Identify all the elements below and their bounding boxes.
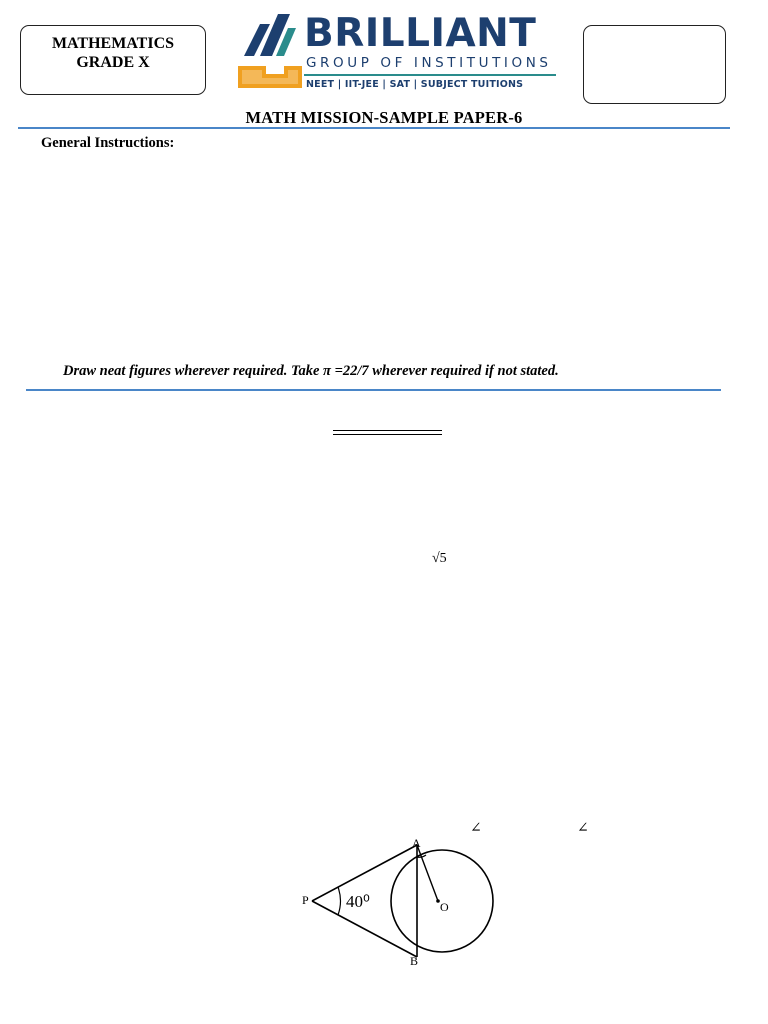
angle-arc-p (338, 887, 341, 915)
label-o: O (440, 900, 449, 914)
top-divider (18, 127, 730, 129)
label-b: B (410, 954, 419, 968)
figures-note: Draw neat figures wherever required. Take π =22/7 wherever required if not stated. (63, 363, 559, 379)
subject-name: MATHEMATICS (51, 35, 175, 52)
angle-symbol-2: ∠ (577, 821, 589, 836)
logo-mark-icon (238, 8, 304, 96)
angle-symbol-1: ∠ (470, 821, 482, 836)
blank-box (583, 25, 726, 104)
section-double-rule (333, 430, 442, 435)
radius-oa (417, 845, 438, 901)
logo-name: BRILLIANT (304, 11, 537, 56)
middle-divider (26, 389, 721, 391)
logo-tagline: NEET | IIT-JEE | SAT | SUBJECT TUITIONS (306, 79, 524, 90)
label-p: P (302, 893, 309, 907)
logo-divider (304, 74, 556, 76)
logo-group-text: GROUP OF INSTITUTIONS (306, 55, 552, 71)
angle-label: 40⁰ (346, 892, 370, 911)
sqrt-fragment: √5 (432, 551, 447, 566)
instructions-heading: General Instructions: (41, 135, 175, 151)
grade-label: GRADE X (76, 54, 150, 71)
paper-title: MATH MISSION-SAMPLE PAPER-6 (245, 108, 523, 127)
tangent-circle-figure (296, 830, 506, 970)
label-a: A (412, 836, 421, 850)
subject-box (20, 25, 206, 95)
brilliant-logo (238, 8, 560, 96)
